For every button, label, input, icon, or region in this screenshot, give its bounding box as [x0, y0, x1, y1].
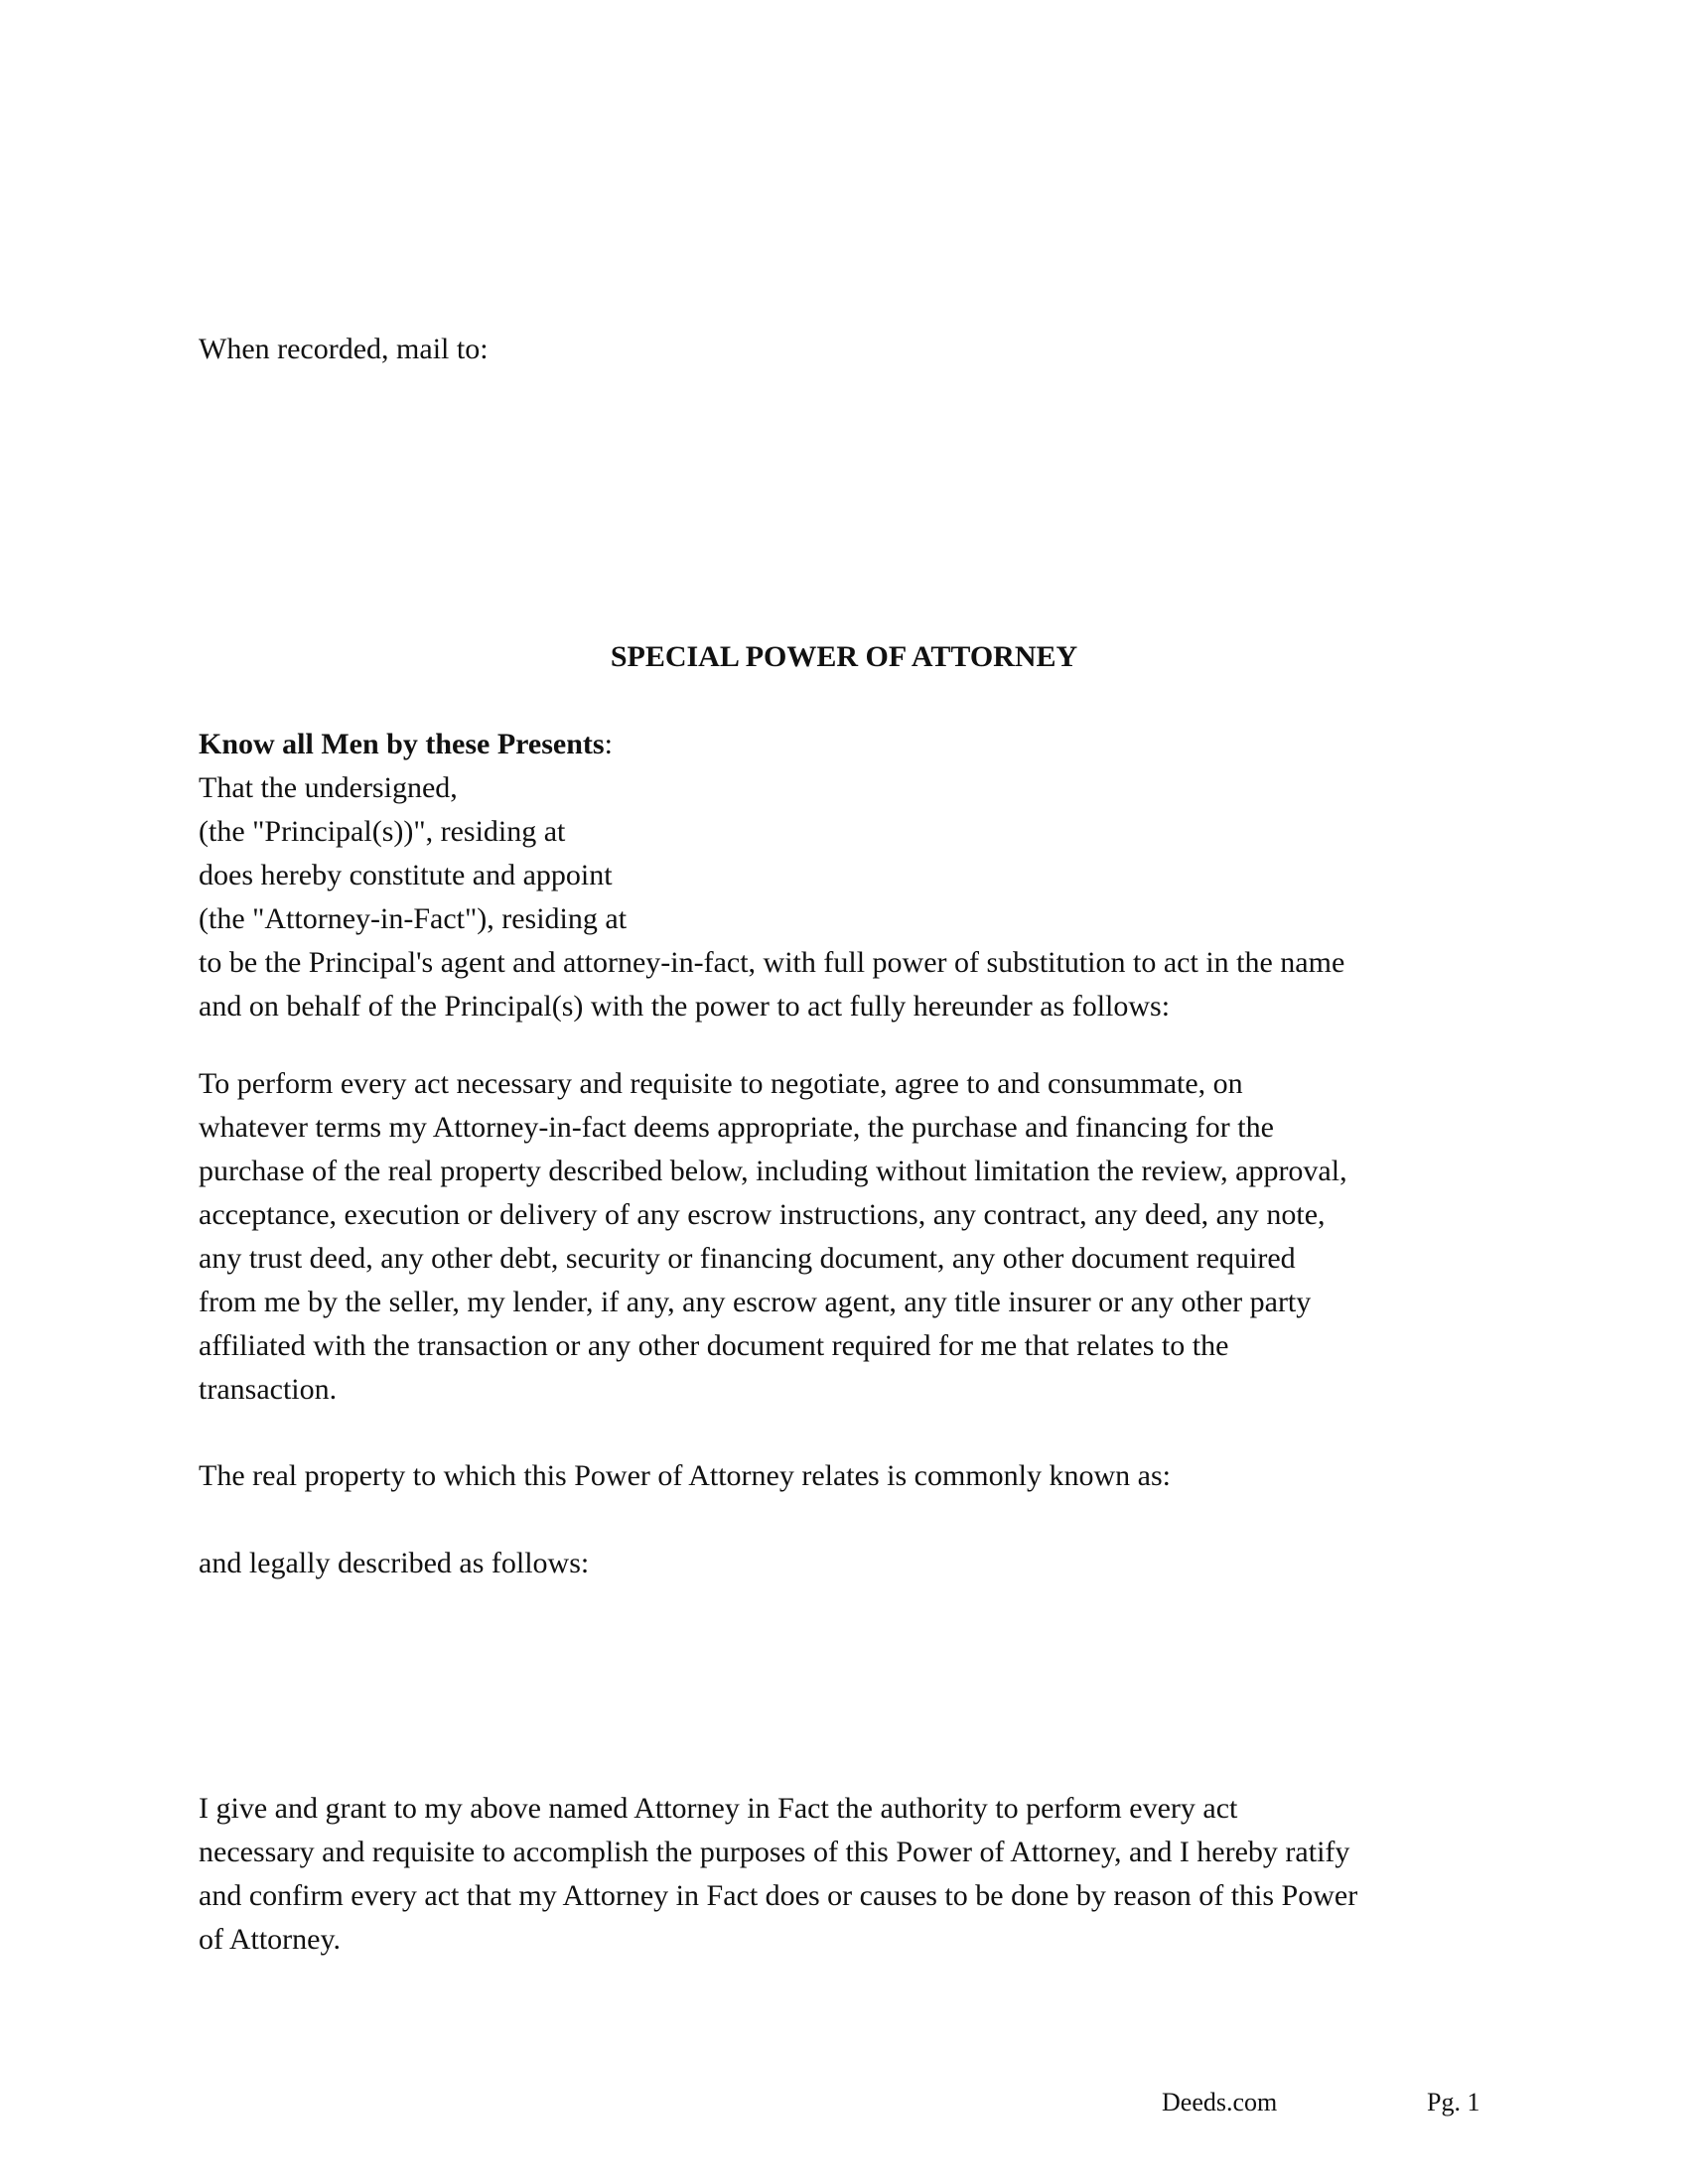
intro-line: (the "Principal(s))", residing at — [199, 815, 566, 848]
powers-line: any trust deed, any other debt, security or financing document, any other document required — [199, 1242, 1296, 1275]
intro-line: That the undersigned, — [199, 771, 458, 804]
mail-to-label: When recorded, mail to: — [199, 333, 489, 365]
property-known-as: The real property to which this Power of Attorney relates is commonly known as: — [199, 1459, 1171, 1492]
intro-line: and on behalf of the Principal(s) with the power to act fully hereunder as follows: — [199, 990, 1171, 1023]
intro-heading-colon: : — [604, 728, 613, 760]
powers-line: transaction. — [199, 1373, 338, 1406]
powers-line: from me by the seller, my lender, if any, any escrow agent, any title insurer or any other party — [199, 1286, 1312, 1318]
grant-line: and confirm every act that my Attorney in Fact does or causes to be done by reason of this Power — [199, 1879, 1358, 1912]
grant-line: necessary and requisite to accomplish the purposes of this Power of Attorney, and I hereby ratify — [199, 1836, 1350, 1868]
powers-line: affiliated with the transaction or any other document required for me that relates to the — [199, 1329, 1229, 1362]
legal-description-label: and legally described as follows: — [199, 1547, 590, 1579]
intro-line: to be the Principal's agent and attorney-in-fact, with full power of substitution to act in the name — [199, 946, 1345, 979]
document-title: SPECIAL POWER OF ATTORNEY — [610, 640, 1078, 673]
powers-paragraph — [199, 1062, 1489, 1412]
footer-site: Deeds.com — [1162, 2088, 1278, 2116]
powers-line: whatever terms my Attorney-in-fact deems appropriate, the purchase and financing for the — [199, 1111, 1274, 1144]
intro-line: (the "Attorney-in-Fact"), residing at — [199, 902, 628, 935]
intro-line: does hereby constitute and appoint — [199, 859, 613, 891]
powers-line: To perform every act necessary and requisite to negotiate, agree to and consummate, on — [199, 1067, 1243, 1100]
intro-heading-line — [199, 723, 1489, 766]
intro-heading: Know all Men by these Presents — [199, 728, 605, 760]
intro-block — [199, 723, 1489, 1028]
footer-page-number: Pg. 1 — [1427, 2088, 1480, 2116]
powers-line: acceptance, execution or delivery of any escrow instructions, any contract, any deed, any note, — [199, 1198, 1326, 1231]
grant-paragraph — [199, 1787, 1489, 1962]
grant-line: of Attorney. — [199, 1923, 342, 1956]
grant-line: I give and grant to my above named Attorney in Fact the authority to perform every act — [199, 1792, 1238, 1825]
powers-line: purchase of the real property described below, including without limitation the review, approval, — [199, 1155, 1347, 1187]
